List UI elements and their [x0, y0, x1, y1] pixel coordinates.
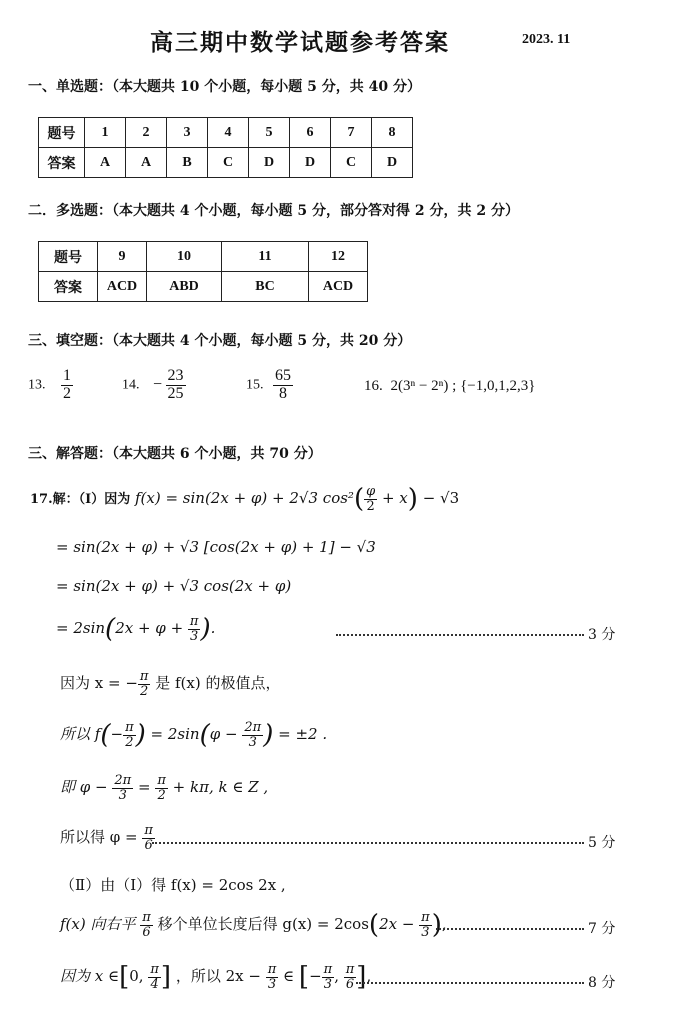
denominator: 8 [279, 384, 287, 402]
solution-line-4: = 2sin(2x + φ + $\frac{\pi}{3}$ ). [56, 613, 216, 644]
fraction [61, 368, 73, 403]
question-number: 8 [372, 118, 413, 148]
answer-text: 2(3ⁿ − 2ⁿ) ; {−1,0,1,2,3} [390, 378, 536, 394]
answer-cell: A [126, 148, 167, 178]
question-label: 14. [122, 377, 140, 393]
solution-line-3: = sin(2x + φ) + √3 cos(2x + φ) [56, 577, 292, 595]
math-expression: 因为 x = − [60, 674, 138, 693]
section-fill-blank-heading: 三、填空题：（本大题共 4 个小题，每小题 5 分，共 20 分） [28, 333, 412, 349]
score-mark: 5 分 [588, 835, 616, 851]
answer-cell: A [85, 148, 126, 178]
question-label: 15. [246, 377, 264, 393]
answer-cell: ABD [147, 272, 222, 302]
minus-sign: − [153, 375, 163, 393]
answer-cell: BC [222, 272, 309, 302]
fraction: $\frac{\pi}{2}$ [139, 669, 149, 699]
answer-cell: D [249, 148, 290, 178]
row-label: 答案 [39, 272, 98, 302]
table-row [39, 272, 368, 302]
math-expression: 是 f(x) 的极值点， [155, 674, 281, 693]
math-expression: 所以得 φ = [60, 828, 138, 847]
question-number: 7 [331, 118, 372, 148]
fraction: $\frac{\pi}{2}$ [157, 773, 166, 803]
fraction: $\frac{\pi}{2}$ [125, 719, 134, 750]
page-title: 高三期中数学试题参考答案 [150, 29, 450, 56]
fraction: $\frac{\pi}{6}$ [144, 823, 153, 853]
answer-cell: C [208, 148, 249, 178]
math-expression: ，所以 2x − [175, 967, 261, 985]
answer-cell: D [372, 148, 413, 178]
row-label: 题号 [39, 242, 98, 272]
fraction [273, 368, 293, 403]
math-expression: 所以 f [60, 725, 101, 743]
math-expression: 移个单位长度后得 g(x) = 2cos [157, 915, 369, 933]
section-multi-choice-heading: 二．多选题：（本大题共 4 个小题，每小题 5 分，部分答对得 2 分，共 2 分） [28, 203, 519, 219]
fraction: $\frac{\varphi}{2}$ [366, 483, 376, 514]
question-label: 13. [28, 377, 46, 393]
fraction: $\frac{\pi}{3}$ [267, 961, 277, 992]
question-number: 2 [126, 118, 167, 148]
solution-line-2: = sin(2x + φ) + √3 [cos(2x + φ) + 1] − √3 [56, 538, 376, 556]
numerator: 1 [63, 367, 71, 384]
score-leader [436, 928, 584, 930]
question-number: 1 [85, 118, 126, 148]
solution-line-7: 即 φ − $\frac{2\pi}{3}$ = $\frac{\pi}{2}$ + kπ, k ∈ Z , [60, 773, 269, 803]
score-leader [152, 842, 584, 844]
question-number: 6 [290, 118, 331, 148]
row-label: 题号 [39, 118, 85, 148]
fraction [166, 368, 186, 403]
fraction: $\frac{\pi}{3}$ [421, 909, 430, 940]
math-expression: + kπ, k ∈ Z , [172, 778, 269, 797]
solution-line-9: （Ⅱ）由（Ⅰ）得 f(x) = 2cos 2x , [60, 876, 286, 894]
fraction: $\frac{\pi}{3}$ [189, 613, 199, 644]
math-expression: = ±2 . [278, 725, 328, 743]
fraction: $\frac{\pi}{3}$ [323, 961, 333, 992]
math-expression: f(x) = sin(2x + φ) + 2√3 cos² [134, 489, 354, 507]
problem-label: 17.解：（Ⅰ）因为 [30, 492, 131, 507]
multi-choice-answer-table [38, 241, 368, 302]
question-number: 11 [222, 242, 309, 272]
blank-answer-15 [246, 368, 293, 403]
answer-cell: ACD [98, 272, 147, 302]
question-number: 12 [309, 242, 368, 272]
answer-cell: D [290, 148, 331, 178]
table-row [39, 118, 413, 148]
question-number: 9 [98, 242, 147, 272]
math-expression: 即 φ − [60, 778, 108, 797]
score-mark: 7 分 [588, 921, 616, 937]
score-leader [336, 634, 584, 636]
blank-answer-14 [122, 368, 186, 403]
denominator: 2 [63, 384, 71, 402]
fraction: $\frac{\pi}{4}$ [150, 961, 159, 992]
math-expression: f(x) 向右平 [60, 915, 136, 933]
question-label: 16. [364, 378, 383, 394]
exam-date: 2023. 11 [522, 32, 571, 47]
fraction: $\frac{\pi}{6}$ [142, 909, 151, 940]
section-single-choice-heading: 一、单选题：（本大题共 10 个小题，每小题 5 分，共 40 分） [28, 79, 421, 95]
row-label: 答案 [39, 148, 85, 178]
table-row [39, 242, 368, 272]
score-mark: 8 分 [588, 975, 616, 991]
math-expression: = 2sin [56, 619, 106, 637]
fraction: $\frac{\pi}{6}$ [345, 961, 355, 992]
score-leader [356, 982, 584, 984]
answer-cell: C [331, 148, 372, 178]
score-mark: 3 分 [588, 627, 616, 643]
solution-line-5 [60, 670, 281, 698]
answer-cell: ACD [309, 272, 368, 302]
numerator: 65 [275, 367, 291, 384]
question-number: 4 [208, 118, 249, 148]
solution-line-11: 因为 x ∈[0, $\frac{\pi}{4}$ ] ，所以 2x − $\frac{\pi}{3}$ ∈ [− $\frac{\pi}{3}$ , $\frac{\pi}{6}$ ], [60, 961, 372, 992]
blank-answer-13 [28, 368, 73, 403]
denominator: 25 [167, 384, 184, 402]
solution-line-6: 所以 f(− $\frac{\pi}{2}$ ) = 2sin(φ − $\frac{2\pi}{3}$ ) = ±2 . [60, 719, 328, 750]
fraction: $\frac{2\pi}{3}$ [114, 773, 132, 803]
math-expression: 因为 x ∈ [60, 967, 120, 985]
math-expression: = 2sin [150, 725, 200, 743]
answer-cell: B [167, 148, 208, 178]
math-tail: − √3 [422, 489, 460, 507]
single-choice-answer-table [38, 117, 413, 178]
solution-line-8 [60, 824, 155, 852]
numerator: 23 [167, 367, 184, 384]
fraction: $\frac{2\pi}{3}$ [244, 719, 262, 750]
question-number: 3 [167, 118, 208, 148]
solution-line-10: f(x) 向右平 $\frac{\pi}{6}$ 移个单位长度后得 g(x) = 2cos(2x − $\frac{\pi}{3}$ ), [60, 909, 447, 940]
table-row [39, 148, 413, 178]
section-solution-heading: 三、解答题：（本大题共 6 个小题，共 70 分） [28, 446, 322, 462]
solution-line-1: 17.解：（Ⅰ）因为 f(x) = sin(2x + φ) + 2√3 cos²( $\frac{\varphi}{2}$ + x) − √3 [30, 483, 460, 514]
question-number: 5 [249, 118, 290, 148]
blank-answer-16 [364, 378, 535, 395]
question-number: 10 [147, 242, 222, 272]
